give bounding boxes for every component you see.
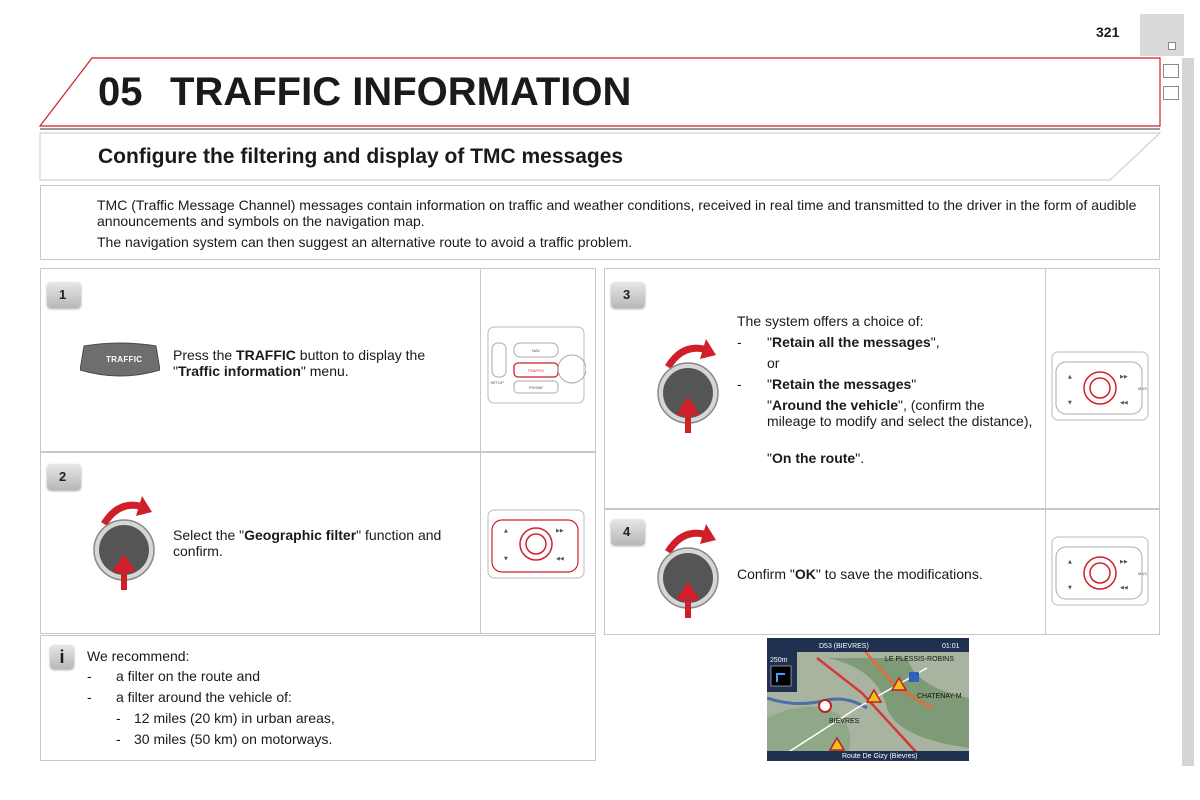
- step-number: 3: [623, 287, 631, 302]
- text-bold: Geographic filter: [244, 527, 357, 543]
- prev-icon: ◀◀: [1120, 585, 1128, 591]
- step-number: 4: [623, 524, 631, 539]
- dash: -: [116, 710, 121, 726]
- text-bold: On the route: [771, 450, 856, 466]
- text-bold: TRAFFIC: [236, 347, 296, 363]
- next-icon: ▶▶: [1120, 559, 1128, 565]
- text-segment: Select the ": [173, 527, 245, 543]
- step-4-text: [737, 566, 1037, 582]
- chapter-number: 05: [98, 70, 143, 114]
- recommend-lead: We recommend:: [87, 648, 190, 664]
- step-3-lead: The system offers a choice of:: [737, 313, 924, 329]
- text-bold: Retain the messages: [771, 376, 912, 392]
- page-number: 321: [1096, 24, 1120, 40]
- radio-panel-image: [486, 325, 586, 405]
- map-place: BIEVRES: [829, 718, 860, 725]
- rotary-knob-icon: [90, 494, 160, 594]
- step-number-badge: [47, 282, 81, 308]
- option-retain-messages: "Retain the messages": [767, 376, 917, 392]
- up-arrow-icon: ▲: [1068, 374, 1072, 380]
- map-time: 01:01: [942, 643, 960, 650]
- text-bold: OK: [794, 566, 816, 582]
- map-scale: 250m: [770, 657, 788, 664]
- info-icon: i: [50, 645, 74, 669]
- navigation-map-image: [767, 638, 969, 761]
- section-title: Configure the filtering and display of TMC messages: [98, 145, 624, 168]
- next-icon: ▶▶: [556, 528, 564, 534]
- next-icon: ▶▶: [1120, 374, 1128, 380]
- down-arrow-icon: ▼: [1068, 400, 1072, 406]
- or-text: or: [767, 355, 780, 371]
- option-around-vehicle: "Around the vehicle", (confirm the mileage to modify and select the distance),: [767, 397, 1033, 429]
- step-number: 2: [59, 469, 67, 484]
- option-all-messages: "Retain all the messages",: [767, 334, 940, 350]
- traffic-key-label: TRAFFIC: [527, 368, 545, 373]
- text-bold: Around the vehicle: [771, 397, 899, 413]
- recommend-item: a filter on the route and: [116, 668, 260, 684]
- traffic-button-label: TRAFFIC: [106, 355, 143, 364]
- text-segment: Press the: [173, 347, 237, 363]
- text-segment: Confirm ": [737, 566, 795, 582]
- text-segment: " menu.: [300, 363, 349, 379]
- recommend-subitem: 30 miles (50 km) on motorways.: [134, 731, 333, 747]
- text-segment: button to display the ": [173, 347, 426, 379]
- nav-key-label: NAV: [532, 348, 540, 353]
- text-bold: Retain all the messages: [771, 334, 931, 350]
- rotary-knob-icon: [654, 522, 724, 622]
- option-on-route: "On the route".: [767, 450, 865, 466]
- up-arrow-icon: ▲: [504, 528, 508, 534]
- map-place: LE PLESSIS-ROBINS: [885, 656, 954, 663]
- step-number-badge: [611, 282, 645, 308]
- mus-key-label: MUS: [1138, 386, 1147, 391]
- chapter-title: TRAFFIC INFORMATION: [170, 70, 632, 114]
- recommend-item: a filter around the vehicle of:: [116, 689, 292, 705]
- step-2-text: [173, 527, 473, 559]
- phone-key-label: PHONE: [528, 385, 544, 390]
- up-arrow-icon: ▲: [1068, 559, 1072, 565]
- dial-panel-image: [486, 508, 586, 580]
- mus-key-label: MUS: [1138, 571, 1147, 576]
- recommend-subitem: 12 miles (20 km) in urban areas,: [134, 710, 335, 726]
- prev-icon: ◀◀: [556, 556, 564, 562]
- setup-key-label: SETUP: [490, 380, 504, 385]
- step-number-badge: [47, 464, 81, 490]
- step-1-text: [173, 347, 473, 379]
- dial-panel-image: [1050, 350, 1150, 422]
- text-segment: ", (confirm the mileage to modify and select the distance),: [767, 397, 1033, 429]
- intro-paragraph: TMC (Traffic Message Channel) messages contain information on traffic and weather conditions, received in real time and transmitted to the driver in the form of audible announcements and symbols on the navigation map.: [97, 197, 1137, 229]
- text-bold: Traffic information: [177, 363, 301, 379]
- vehicle-position-icon: [819, 700, 831, 712]
- down-arrow-icon: ▼: [504, 556, 508, 562]
- text-segment: " function and confirm.: [173, 527, 442, 559]
- dash: -: [737, 376, 742, 392]
- map-place: CHATENAY-M: [917, 693, 962, 700]
- dial-panel-image: [1050, 535, 1150, 607]
- down-arrow-icon: ▼: [1068, 585, 1072, 591]
- step-number-badge: [611, 519, 645, 545]
- map-footer: Route De Gizy (Bievres): [842, 753, 918, 760]
- step-number: 1: [59, 287, 67, 302]
- dash: -: [87, 668, 92, 684]
- map-road-label: D53 (BIEVRES): [819, 643, 869, 650]
- dash: -: [737, 334, 742, 350]
- parking-icon: [909, 672, 919, 682]
- dash: -: [87, 689, 92, 705]
- rotary-knob-icon: [654, 337, 724, 437]
- intro-paragraph: The navigation system can then suggest an alternative route to avoid a traffic problem.: [97, 234, 633, 250]
- prev-icon: ◀◀: [1120, 400, 1128, 406]
- text-segment: " to save the modifications.: [815, 566, 983, 582]
- dash: -: [116, 731, 121, 747]
